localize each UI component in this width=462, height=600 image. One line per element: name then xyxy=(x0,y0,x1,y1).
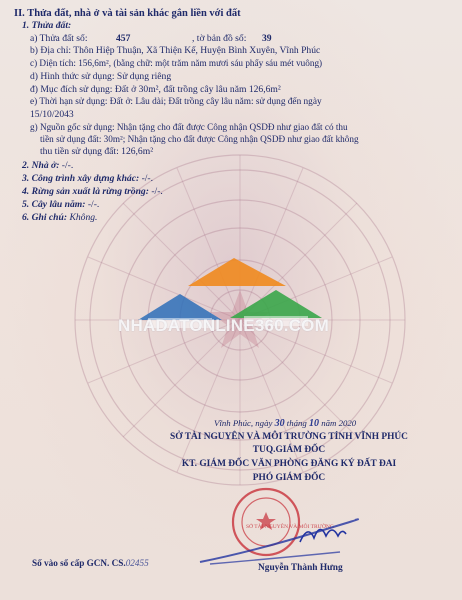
section-heading: II. Thửa đất, nhà ở và tài sản khác gắn liền với đất xyxy=(14,8,241,19)
org-line-4: PHÓ GIÁM ĐỐC xyxy=(252,473,326,483)
date-day: 30 xyxy=(274,418,285,429)
forest-value: -/-. xyxy=(148,186,163,197)
area-line: c) Diện tích: 156,6m², (bằng chữ: một trăm năm mươi sáu phẩy sáu mét vuông) xyxy=(30,58,323,68)
notes-label: 6. Ghi chú: xyxy=(22,212,68,223)
map-sheet-label: , tờ bản đồ số: xyxy=(192,33,247,44)
house-label: 2. Nhà ở: xyxy=(22,160,60,171)
perennial-value: -/-. xyxy=(85,199,100,210)
org-line-3: KT. GIÁM ĐỐC VĂN PHÒNG ĐĂNG KÝ ĐẤT ĐAI xyxy=(181,459,397,469)
notes-value: Không. xyxy=(67,212,98,223)
map-sheet-value: 39 xyxy=(262,33,272,44)
org-line-1: SỞ TÀI NGUYÊN VÀ MÔI TRƯỜNG TỈNH VĨNH PHÚC xyxy=(170,432,408,442)
stamp-text: SỞ TÀI NGUYÊN VÀ MÔI TRƯỜNG xyxy=(246,524,334,530)
signer-name: Nguyễn Thành Hưng xyxy=(258,563,343,573)
other-works-value: -/-. xyxy=(139,173,154,184)
usage-purpose-line: đ) Mục đích sử dụng: Đất ở 30m², đất trồng cây lâu năm 126,6m² xyxy=(30,84,281,95)
watermark-text: NHADATONLINE360.COM xyxy=(118,316,329,335)
usage-term-line: e) Thời hạn sử dụng: Đất ở: Lâu dài; Đất trồng cây lâu năm: sử dụng đến ngày xyxy=(30,97,322,107)
date-month: 10 xyxy=(309,418,320,429)
parcel-subheading: 1. Thửa đất: xyxy=(22,20,72,31)
origin-line-2: tiền sử dụng đất: 30m²; Nhận tặng cho đất được Công nhận QSDĐ như giao đất không xyxy=(40,134,359,144)
origin-line-3: thu tiền sử dụng đất: 126,6m² xyxy=(40,146,154,157)
date-place-label: Vĩnh Phúc, ngày 30 tháng 10 năm 2020 xyxy=(214,418,357,429)
house-value: -/-. xyxy=(59,160,74,171)
registry-value: 02455 xyxy=(125,558,149,568)
registry-label: Số vào sổ cấp GCN. CS.02455 xyxy=(32,558,149,568)
address-line: b) Địa chỉ: Thôn Hiệp Thuận, Xã Thiện Kế, Huyện Bình Xuyên, Vĩnh Phúc xyxy=(30,45,321,56)
org-line-2: TUQ.GIÁM ĐỐC xyxy=(252,445,326,455)
forest-label: 4. Rừng sản xuất là rừng trồng: xyxy=(22,186,149,197)
origin-line-1: g) Nguồn gốc sử dụng: Nhận tặng cho đất được Công nhận QSDĐ như giao đất có thu xyxy=(30,122,348,132)
perennial-label: 5. Cây lâu năm: xyxy=(22,199,86,210)
parcel-number-label: a) Thửa đất số: xyxy=(30,33,88,44)
house-logo-icon xyxy=(118,256,348,356)
parcel-number-value: 457 xyxy=(116,33,131,44)
other-works-label: 3. Công trình xây dựng khác: xyxy=(22,173,140,184)
usage-term-date: 15/10/2043 xyxy=(30,109,74,120)
usage-form-line: d) Hình thức sử dụng: Sử dụng riêng xyxy=(30,71,172,82)
